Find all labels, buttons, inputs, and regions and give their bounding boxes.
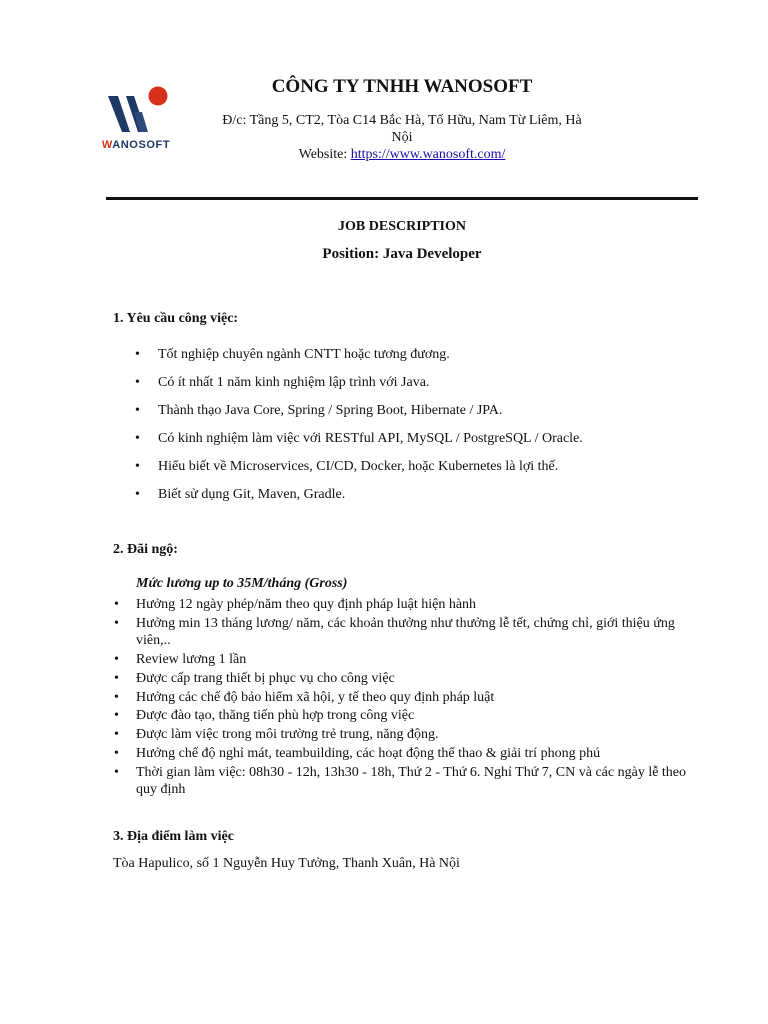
logo-wordmark: WANOSOFT — [101, 139, 171, 151]
company-name: CÔNG TY TNHH WANOSOFT — [271, 76, 533, 97]
website-link[interactable]: https://www.wanosoft.com/ — [350, 147, 506, 162]
list-item: • Được làm việc trong môi trường trẻ trung, năng động. — [113, 726, 703, 744]
list-item: • Hưởng min 13 tháng lương/ năm, các khoản thưởng như thưởng lễ tết, chứng chỉ, giới thiệu ứng viên,.. — [113, 615, 703, 650]
list-item: • Có ít nhất 1 năm kinh nghiệm lập trình với Java. — [113, 374, 713, 402]
salary-text: Mức lương up to 35M/tháng (Gross) — [136, 576, 348, 591]
list-item: • Hưởng các chế độ bảo hiểm xã hội, y tế theo quy định pháp luật — [113, 689, 703, 707]
list-item: • Review lương 1 lần — [113, 651, 703, 669]
list-item: • Được cấp trang thiết bị phục vụ cho công việc — [113, 670, 703, 688]
list-item: • Thành thạo Java Core, Spring / Spring Boot, Hibernate / JPA. — [113, 402, 713, 430]
benefits-list — [113, 596, 703, 800]
list-item: • Biết sử dụng Git, Maven, Gradle. — [113, 486, 713, 514]
list-item: • Hưởng chế độ nghỉ mát, teambuilding, các hoạt động thể thao & giải trí phong phú — [113, 745, 703, 763]
letterhead — [190, 76, 614, 163]
requirements-list — [113, 346, 713, 514]
section-requirements-heading: 1. Yêu cầu công việc: — [113, 311, 239, 326]
company-address — [190, 112, 614, 146]
company-logo — [96, 82, 176, 156]
list-item: • Hưởng 12 ngày phép/năm theo quy định pháp luật hiện hành — [113, 596, 703, 614]
work-location: Tòa Hapulico, số 1 Nguyễn Huy Tưởng, Thanh Xuân, Hà Nội — [113, 856, 460, 871]
position-title: Position: Java Developer — [322, 246, 482, 262]
section-benefits-heading: 2. Đãi ngộ: — [113, 542, 178, 557]
list-item: • Có kinh nghiệm làm việc với RESTful API, MySQL / PostgreSQL / Oracle. — [113, 430, 713, 458]
section-location-heading: 3. Địa điểm làm việc — [113, 829, 234, 844]
header-divider — [106, 197, 698, 200]
company-website — [190, 146, 614, 163]
website-label: Website: — [298, 147, 351, 162]
list-item: • Hiểu biết về Microservices, CI/CD, Docker, hoặc Kubernetes là lợi thế. — [113, 458, 713, 486]
job-description-title: JOB DESCRIPTION — [338, 219, 466, 234]
list-item: • Thời gian làm việc: 08h30 - 12h, 13h30 - 18h, Thứ 2 - Thứ 6. Nghỉ Thứ 7, CN và các ngày lễ theo quy định — [113, 764, 703, 799]
list-item: • Được đào tạo, thăng tiến phù hợp trong công việc — [113, 707, 703, 725]
document-title — [106, 218, 698, 263]
address-line-1: Đ/c: Tầng 5, CT2, Tòa C14 Bắc Hà, Tố Hữu, Nam Từ Liêm, Hà — [222, 113, 582, 128]
list-item: • Tốt nghiệp chuyên ngành CNTT hoặc tương đương. — [113, 346, 713, 374]
wanosoft-logo-icon — [106, 82, 170, 136]
address-line-2: Nội — [391, 130, 413, 145]
